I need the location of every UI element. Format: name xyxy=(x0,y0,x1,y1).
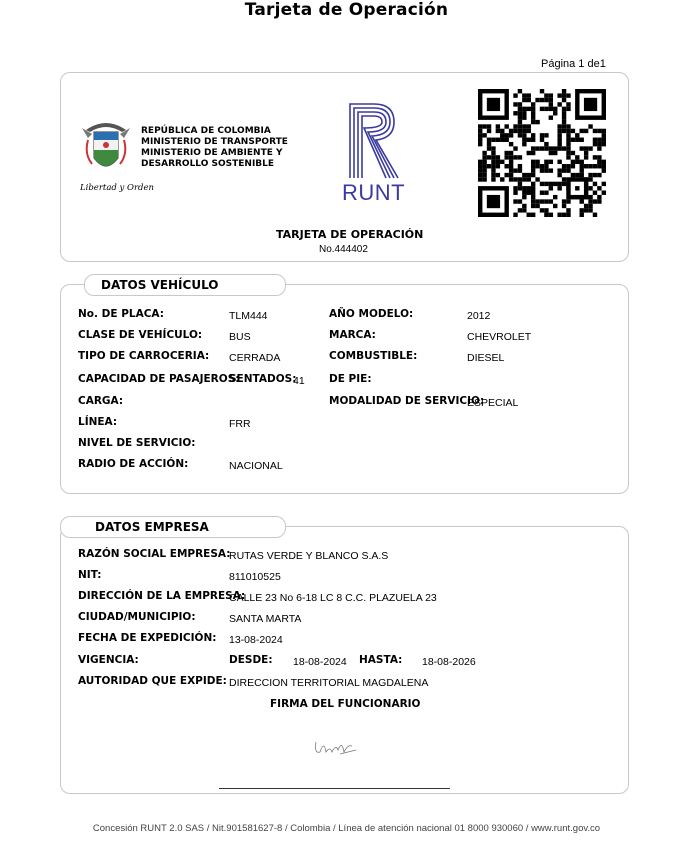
line-label: LÍNEA: xyxy=(78,416,118,428)
seated-value: 41 xyxy=(293,375,305,387)
brand-value: CHEVROLET xyxy=(467,331,532,343)
from-value: 18-08-2024 xyxy=(293,656,347,668)
country-line-4: DESARROLLO SOSTENIBLE xyxy=(141,159,275,169)
address-label: DIRECCIÓN DE LA EMPRESA: xyxy=(78,590,246,602)
city-value: SANTA MARTA xyxy=(229,613,302,625)
model-year-value: 2012 xyxy=(467,310,491,322)
fuel-value: DIESEL xyxy=(467,352,505,364)
nit-label: NIT: xyxy=(78,569,102,581)
company-section-tab xyxy=(60,516,286,538)
class-value: BUS xyxy=(229,331,251,343)
runt-logo-text: RUNT xyxy=(342,180,406,205)
service-level-label: NIVEL DE SERVICIO: xyxy=(78,437,196,449)
validity-label: VIGENCIA: xyxy=(78,654,139,666)
fuel-label: COMBUSTIBLE: xyxy=(329,350,418,362)
company-section-title: DATOS EMPRESA xyxy=(95,520,209,534)
class-label: CLASE DE VEHÍCULO: xyxy=(78,329,203,341)
cargo-label: CARGA: xyxy=(78,395,124,407)
qr-code-icon xyxy=(478,89,606,217)
plate-label: No. DE PLACA: xyxy=(78,308,164,320)
body-type-label: TIPO DE CARROCERIA: xyxy=(78,350,210,362)
issue-date-label: FECHA DE EXPEDICIÓN: xyxy=(78,632,217,644)
service-mode-value: ESPECIAL xyxy=(467,397,519,409)
authority-label: AUTORIDAD QUE EXPIDE: xyxy=(78,675,227,687)
to-label: HASTA: xyxy=(359,654,403,666)
radius-label: RADIO DE ACCIÓN: xyxy=(78,458,189,470)
standing-label: DE PIE: xyxy=(329,373,372,385)
signature-title: FIRMA DEL FUNCIONARIO xyxy=(270,698,421,710)
brand-label: MARCA: xyxy=(329,329,376,341)
seal-caption: Libertad y Orden xyxy=(80,183,155,193)
country-line-3: MINISTERIO DE AMBIENTE Y xyxy=(141,148,283,158)
runt-logo-icon xyxy=(344,100,404,180)
line-value: FRR xyxy=(229,418,251,430)
signature-line xyxy=(219,788,450,789)
address-value: CALLE 23 No 6-18 LC 8 C.C. PLAZUELA 23 xyxy=(229,592,437,604)
to-value: 18-08-2026 xyxy=(422,656,476,668)
card-number: No.444402 xyxy=(319,244,368,255)
footer-text: Concesión RUNT 2.0 SAS / Nit.901581627-8 / Colombia / Línea de atención nacional 01 8000 930060 / www.runt.gov.co xyxy=(92,823,601,834)
company-name-label: RAZÓN SOCIAL EMPRESA: xyxy=(78,548,231,560)
document-title: Tarjeta de Operación xyxy=(244,0,449,20)
company-name-value: RUTAS VERDE Y BLANCO S.A.S xyxy=(229,550,389,562)
model-year-label: AÑO MODELO: xyxy=(329,308,414,320)
page-indicator: Página 1 de1 xyxy=(541,58,606,70)
radius-value: NACIONAL xyxy=(229,460,283,472)
body-type-value: CERRADA xyxy=(229,352,281,364)
signature-icon xyxy=(312,736,358,760)
service-mode-label: MODALIDAD DE SERVICIO: xyxy=(329,395,485,407)
nit-value: 811010525 xyxy=(229,571,281,583)
city-label: CIUDAD/MUNICIPIO: xyxy=(78,611,196,623)
vehicle-section-tab xyxy=(84,274,286,296)
coat-of-arms-icon xyxy=(78,118,134,180)
from-label: DESDE: xyxy=(229,654,273,666)
country-line-1: REPÚBLICA DE COLOMBIA xyxy=(141,126,271,136)
plate-value: TLM444 xyxy=(229,310,268,322)
vehicle-section-title: DATOS VEHÍCULO xyxy=(101,278,219,292)
country-line-2: MINISTERIO DE TRANSPORTE xyxy=(141,137,288,147)
capacity-label: CAPACIDAD DE PASAJEROS: xyxy=(78,373,240,385)
seated-label: SENTADOS: xyxy=(229,373,297,385)
authority-value: DIRECCION TERRITORIAL MAGDALENA xyxy=(229,677,429,689)
card-title: TARJETA DE OPERACIÓN xyxy=(276,228,424,241)
issue-date-value: 13-08-2024 xyxy=(229,634,283,646)
